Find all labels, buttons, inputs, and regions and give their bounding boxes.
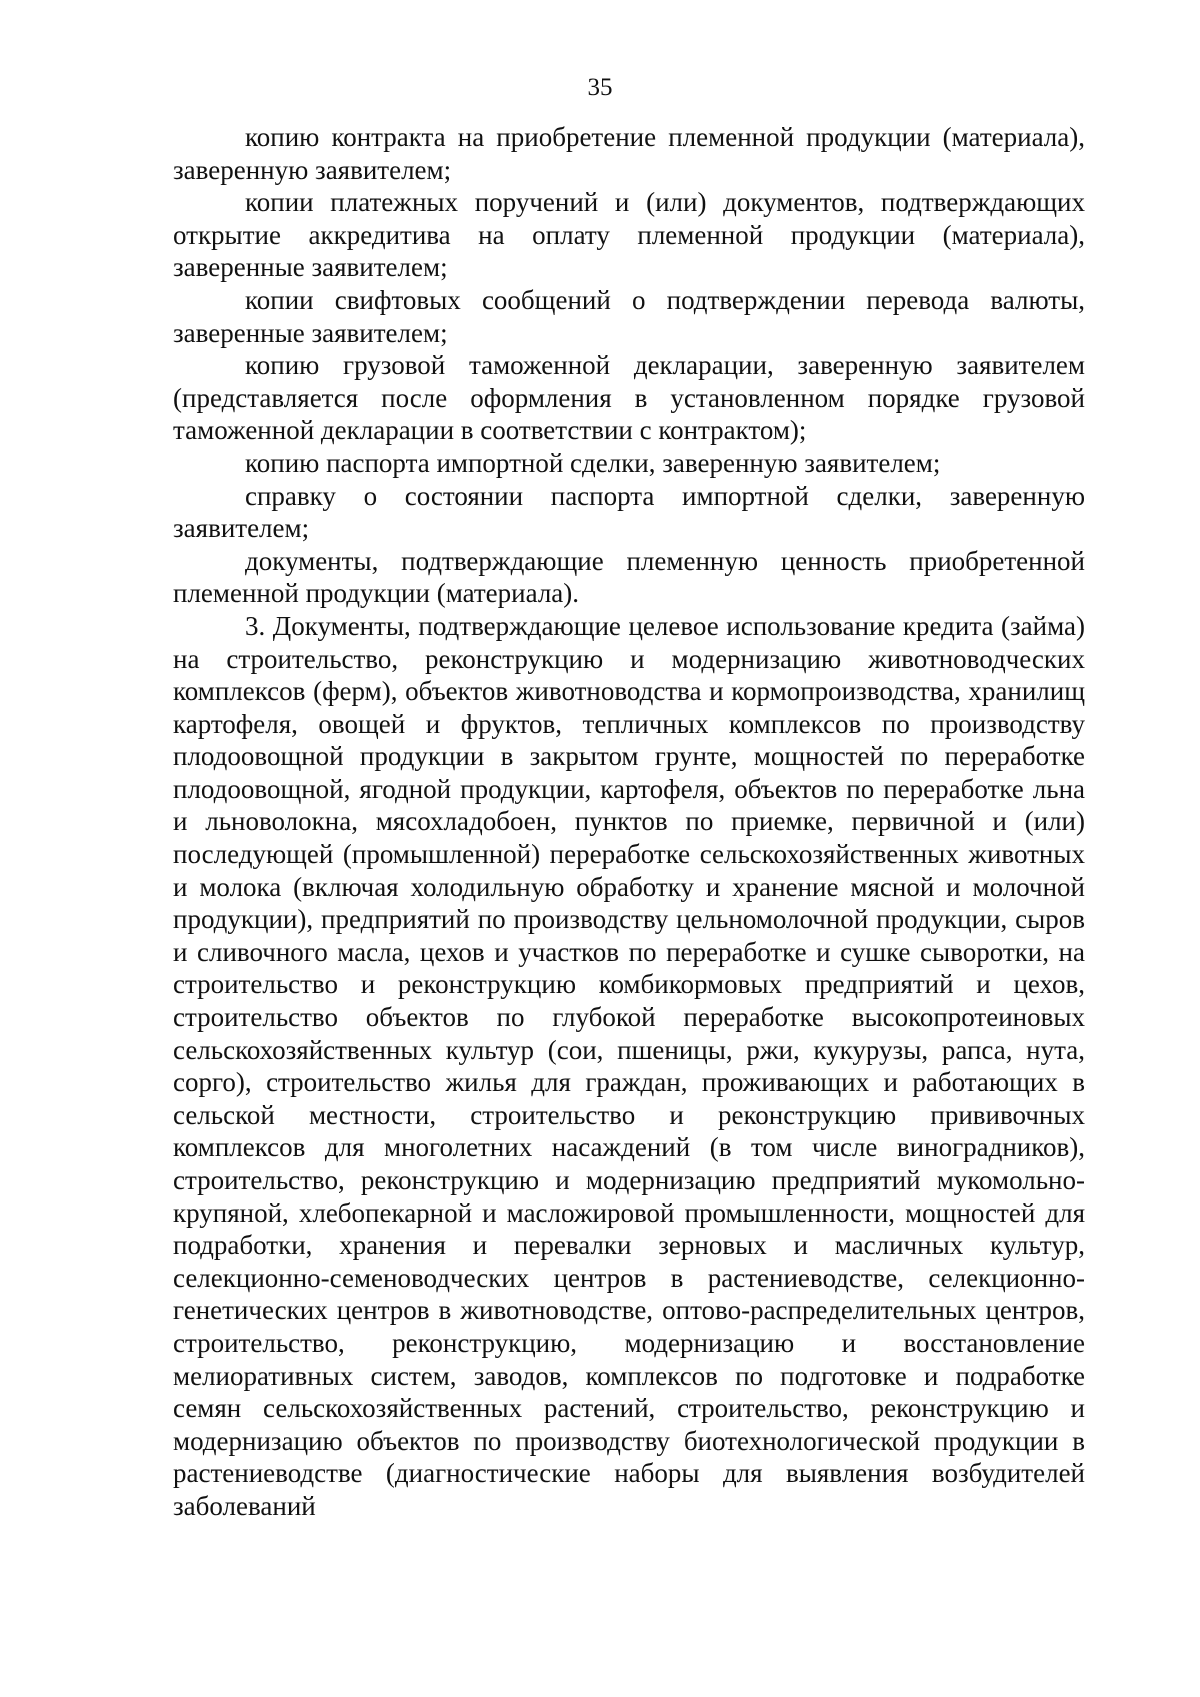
paragraph: копии платежных поручений и (или) документов, подтверждающих открытие аккредитива на оплату племенной продукции (материала), заверенные заявителем; [173, 187, 1085, 283]
paragraph: копию контракта на приобретение племенной продукции (материала), заверенную заявителем; [173, 122, 1085, 185]
paragraph: документы, подтверждающие племенную ценность приобретенной племенной продукции (материала). [173, 545, 1085, 609]
paragraph: справку о состоянии паспорта импортной сделки, заверенную заявителем; [173, 480, 1085, 544]
paragraph: копии свифтовых сообщений о подтверждении перевода валюты, заверенные заявителем; [173, 284, 1085, 348]
paragraph: копию паспорта импортной сделки, заверенную заявителем; [245, 447, 941, 478]
paragraph: копию грузовой таможенной декларации, заверенную заявителем (представляется после оформления в установленном порядке грузовой таможенной декларации в соответствии с контрактом); [173, 350, 1085, 446]
paragraph-section-3: 3. Документы, подтверждающие целевое использование кредита (займа) на строительство, реконструкцию и модернизацию животноводческих комплексов (ферм), объектов животноводства и кормопроизводства, хранилищ картофеля, овощей и фруктов, тепличных комплексов по производству плодоовощной продукции в закрытом грунте, мощностей по переработке плодоовощной, ягодной продукции, картофеля, объектов по переработке льна и льноволокна, мясохладобоен, пунктов по приемке, первичной и (или) последующей (промышленной) переработке сельскохозяйственных животных и молока (включая холодильную обработку и хранение мясной и молочной продукции), предприятий по производству цельномолочной продукции, сыров и сливочного масла, цехов и участков по переработке и сушке сыворотки, на строительство и реконструкцию комбикормовых предприятий и цехов, строительство объектов по глубокой переработке высокопротеиновых сельскохозяйственных культур (сои, пшеницы, ржи, кукурузы, рапса, нута, сорго), строительство жилья для граждан, проживающих и работающих в сельской местности, строительство и реконструкцию прививочных комплексов для многолетних насаждений (в том числе виноградников), строительство, реконструкцию и модернизацию предприятий мукомольно-крупяной, хлебопекарной и масложировой промышленности, мощностей для подработки, хранения и перевалки зерновых и масличных культур, селекционно-семеноводческих центров в растениеводстве, селекционно-генетических центров в животноводстве, оптово-распределительных центров, строительство, реконструкцию, модернизацию и восстановление мелиоративных систем, заводов, комплексов по подготовке и подработке семян сельскохозяйственных растений, строительство, реконструкцию и модернизацию объектов по производству биотехнологической продукции в растениеводстве (диагностические наборы для выявления возбудителей заболеваний [173, 610, 1085, 1521]
document-body [173, 121, 1085, 1523]
page-number: 35 [587, 74, 613, 101]
